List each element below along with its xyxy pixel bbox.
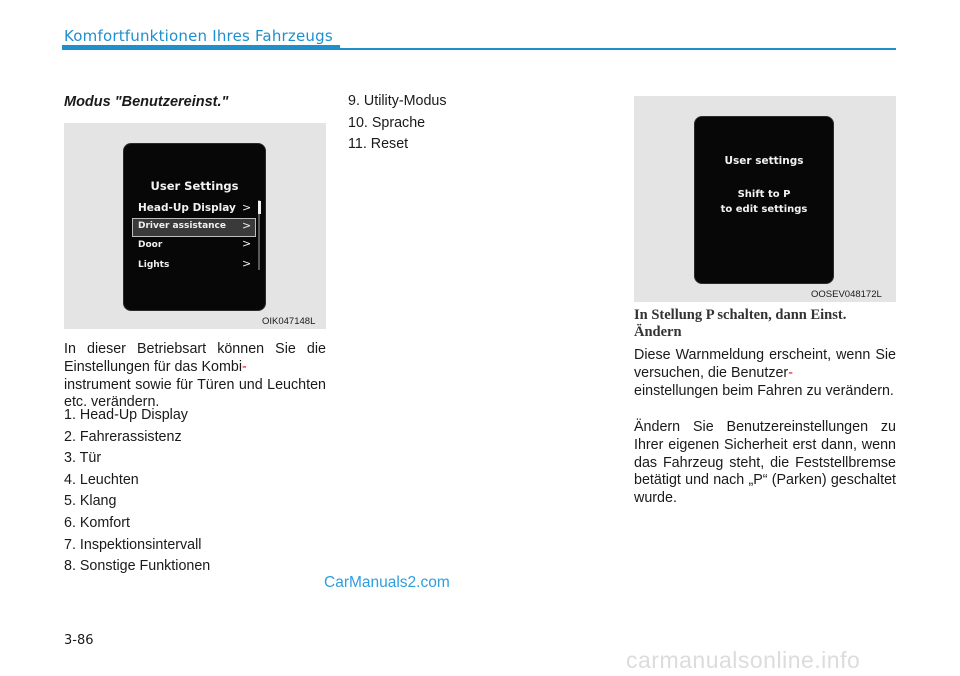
display-title: User settings [724,155,804,167]
display-message-line: Shift to P [737,189,791,200]
menu-item-lights: Lights [138,260,170,270]
list-item: 11. Reset [348,136,409,153]
menu-item-head-up-display: Head-Up Display [138,202,236,214]
display-title: User Settings [150,179,239,193]
site-watermark: carmanualsonline.info [626,647,861,673]
menu-item-door: Door [138,240,163,250]
list-item: 1. Head-Up Display [64,407,188,423]
menu-item-driver-assistance: Driver assistance [138,221,226,231]
header-rule [340,48,896,50]
figure-caption: OOSEV048172L [811,289,882,300]
list-item: 9. Utility-Modus [348,93,447,109]
safety-paragraph: Ändern Sie Benutzereinstellungen zu Ihrer eigenen Sicherheit erst dann, wenn das Fahrzeug steht, die Feststellbremse betätigt und nach „P“ (Parken) geschaltet wurde. [634,419,896,507]
section-heading: Modus "Benutzereinst." [64,94,229,110]
warning-heading: In Stellung P schalten, dann Einst. Ändern [634,307,847,340]
scrollbar-thumb [258,201,261,214]
intro-paragraph: In dieser Betriebsart können Sie die Einstellungen für das Kombi- instrument sowie für Türen und Leuchten etc. verändern. [64,341,326,411]
page-number: 3-86 [64,633,94,648]
warning-paragraph: Diese Warnmeldung erscheint, wenn Sie versuchen, die Benutzer- einstellungen beim Fahren zu verändern. [634,347,896,399]
settings-list-continued [348,91,447,156]
list-item: 10. Sprache [348,114,426,131]
list-item: 2. Fahrerassistenz [64,428,182,445]
shift-to-p-figure [634,96,896,302]
list-item: 3. Tür [64,450,102,467]
chevron-right-icon: > [242,201,252,214]
chapter-title: Komfortfunktionen Ihres Fahrzeugs [64,27,333,45]
list-item: 6. Komfort [64,514,130,531]
display-message-line: to edit settings [720,204,808,215]
user-settings-figure [64,123,326,329]
list-item: 8. Sonstige Funktionen [64,558,211,575]
list-item: 7. Inspektionsintervall [64,536,202,553]
header-accent-bar [62,45,340,50]
list-item: 4. Leuchten [64,471,139,488]
cluster-display [694,116,834,284]
cluster-display [123,143,266,311]
settings-list [64,405,210,578]
chevron-right-icon: > [242,237,252,250]
chevron-right-icon: > [242,257,252,270]
figure-caption: OIK047148L [262,316,316,327]
list-item: 5. Klang [64,493,117,510]
watermark-link[interactable]: CarManuals2.com [324,574,450,591]
chevron-right-icon: > [242,219,252,232]
